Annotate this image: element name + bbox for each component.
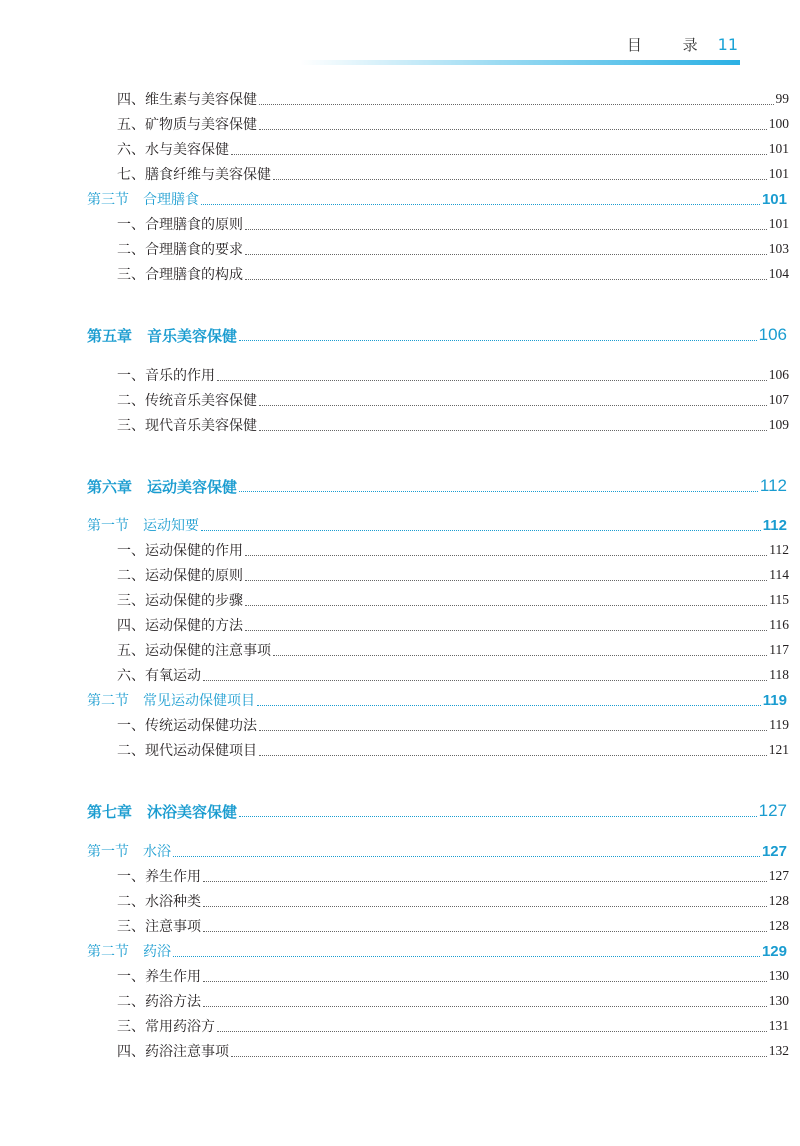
dot-leader — [203, 1006, 767, 1007]
toc-item-label: 二、传统音乐美容保健 — [117, 393, 257, 409]
toc-page-number: 112 — [762, 516, 787, 534]
toc-item-entry — [0, 213, 789, 235]
toc-item-label: 一、运动保健的作用 — [117, 543, 243, 559]
toc-page-number: 107 — [768, 392, 789, 407]
dot-leader — [231, 1056, 767, 1057]
toc-item-entry — [0, 614, 789, 636]
toc-section-entry — [0, 840, 787, 862]
toc-item-entry — [0, 113, 789, 135]
toc-item-label: 一、养生作用 — [117, 969, 201, 985]
toc-item-entry — [0, 589, 789, 611]
toc-item-entry — [0, 1040, 789, 1062]
dot-leader — [203, 881, 767, 882]
toc-item-label: 二、水浴种类 — [117, 894, 201, 910]
toc-section-label: 第一节 运动知要 — [87, 518, 199, 534]
toc-item-entry — [0, 263, 789, 285]
dot-leader — [245, 605, 767, 606]
running-header — [627, 34, 738, 55]
toc-section-entry — [0, 514, 787, 536]
toc-item-label: 一、合理膳食的原则 — [117, 217, 243, 233]
dot-leader — [245, 279, 767, 280]
dot-leader — [203, 981, 767, 982]
dot-leader — [217, 1031, 767, 1032]
toc-section-label: 第二节 药浴 — [87, 944, 171, 960]
toc-page-number: 101 — [768, 216, 789, 231]
header-title: 目 录 — [626, 36, 716, 54]
dot-leader — [239, 816, 757, 817]
toc-page-number: 114 — [769, 567, 789, 582]
toc-item-label: 二、现代运动保健项目 — [117, 743, 257, 759]
dot-leader — [273, 655, 767, 656]
toc-page-number: 112 — [769, 542, 789, 557]
toc-page-number: 128 — [768, 893, 789, 908]
dot-leader — [239, 491, 758, 492]
toc-chapter-entry — [0, 473, 787, 499]
toc-item-label: 一、音乐的作用 — [117, 368, 215, 384]
toc-section-entry — [0, 188, 787, 210]
toc-page-number: 127 — [758, 801, 787, 820]
toc-section-entry — [0, 689, 787, 711]
toc-item-entry — [0, 364, 789, 386]
dot-leader — [203, 906, 767, 907]
toc-item-entry — [0, 539, 789, 561]
header-accent-bar — [300, 60, 740, 65]
toc-item-label: 六、有氧运动 — [117, 668, 201, 684]
toc-item-entry — [0, 414, 789, 436]
toc-page-number: 129 — [761, 942, 787, 960]
dot-leader — [203, 931, 767, 932]
toc-item-label: 二、运动保健的原则 — [117, 568, 243, 584]
dot-leader — [173, 956, 760, 957]
toc-item-entry — [0, 88, 789, 110]
toc-item-label: 四、药浴注意事项 — [117, 1044, 229, 1060]
dot-leader — [245, 555, 767, 556]
toc-chapter-entry — [0, 322, 787, 348]
toc-item-entry — [0, 389, 789, 411]
dot-leader — [245, 254, 767, 255]
dot-leader — [259, 755, 767, 756]
dot-leader — [231, 154, 767, 155]
toc-item-entry — [0, 138, 789, 160]
toc-page-number: 117 — [769, 642, 789, 657]
toc-item-label: 三、注意事项 — [117, 919, 201, 935]
toc-item-label: 三、运动保健的步骤 — [117, 593, 243, 609]
toc-item-label: 三、现代音乐美容保健 — [117, 418, 257, 434]
toc-page-number: 103 — [768, 241, 789, 256]
toc-item-label: 四、运动保健的方法 — [117, 618, 243, 634]
toc-item-entry — [0, 163, 789, 185]
toc-item-entry — [0, 714, 789, 736]
toc-item-label: 一、传统运动保健功法 — [117, 718, 257, 734]
dot-leader — [259, 129, 767, 130]
toc-item-label: 二、药浴方法 — [117, 994, 201, 1010]
toc-page-number: 131 — [768, 1018, 789, 1033]
toc-page-number: 132 — [768, 1043, 789, 1058]
toc-item-label: 五、运动保健的注意事项 — [117, 643, 271, 659]
toc-page-number: 118 — [769, 667, 789, 682]
toc-item-entry — [0, 865, 789, 887]
dot-leader — [257, 705, 761, 706]
dot-leader — [259, 405, 767, 406]
dot-leader — [273, 179, 767, 180]
header-page-number: 11 — [717, 35, 738, 54]
dot-leader — [239, 340, 757, 341]
toc-page-number: 104 — [768, 266, 789, 281]
toc-page-number: 130 — [768, 993, 789, 1008]
dot-leader — [201, 530, 761, 531]
toc-item-entry — [0, 990, 789, 1012]
toc-page-number: 100 — [768, 116, 789, 131]
toc-chapter-label: 第六章 运动美容保健 — [87, 477, 238, 496]
toc-item-label: 五、矿物质与美容保健 — [117, 117, 257, 133]
toc-item-label: 六、水与美容保健 — [117, 142, 229, 158]
dot-leader — [245, 630, 767, 631]
dot-leader — [217, 380, 767, 381]
dot-leader — [259, 430, 767, 431]
toc-page-number: 109 — [768, 417, 789, 432]
dot-leader — [259, 730, 767, 731]
toc-page-number: 112 — [759, 476, 787, 495]
toc-chapter-label: 第五章 音乐美容保健 — [87, 326, 238, 345]
toc-page-number: 101 — [768, 141, 789, 156]
toc-page-number: 121 — [768, 742, 789, 757]
toc-item-label: 七、膳食纤维与美容保健 — [117, 167, 271, 183]
toc-section-label: 第三节 合理膳食 — [87, 192, 199, 208]
toc-section-label: 第二节 常见运动保健项目 — [87, 693, 255, 709]
dot-leader — [203, 680, 767, 681]
toc-page-number: 116 — [769, 617, 789, 632]
toc-item-label: 四、维生素与美容保健 — [117, 92, 257, 108]
toc-page-number: 101 — [768, 166, 789, 181]
toc-item-entry — [0, 915, 789, 937]
toc-item-label: 一、养生作用 — [117, 869, 201, 885]
toc-page-number: 119 — [769, 717, 789, 732]
toc-page-number: 128 — [768, 918, 789, 933]
dot-leader — [173, 856, 760, 857]
toc-item-label: 二、合理膳食的要求 — [117, 242, 243, 258]
toc-page-number: 130 — [768, 968, 789, 983]
toc-item-entry — [0, 564, 789, 586]
dot-leader — [201, 204, 760, 205]
toc-page-number: 127 — [761, 842, 787, 860]
dot-leader — [245, 580, 767, 581]
toc-item-entry — [0, 664, 789, 686]
toc-page-number: 119 — [762, 691, 787, 709]
toc-item-entry — [0, 890, 789, 912]
toc-item-entry — [0, 238, 789, 260]
toc-item-entry — [0, 739, 789, 761]
dot-leader — [245, 229, 767, 230]
toc-item-entry — [0, 965, 789, 987]
toc-chapter-entry — [0, 798, 787, 824]
toc-page-number: 101 — [761, 190, 787, 208]
toc-page-number: 115 — [769, 592, 789, 607]
toc-item-label: 三、合理膳食的构成 — [117, 267, 243, 283]
toc-item-label: 三、常用药浴方 — [117, 1019, 215, 1035]
toc-page-number: 106 — [758, 325, 787, 344]
toc-item-entry — [0, 1015, 789, 1037]
toc-item-entry — [0, 639, 789, 661]
toc-section-entry — [0, 940, 787, 962]
toc-page-number: 99 — [775, 91, 789, 106]
toc-page-number: 106 — [768, 367, 789, 382]
toc-chapter-label: 第七章 沐浴美容保健 — [87, 802, 238, 821]
dot-leader — [259, 104, 774, 105]
toc-section-label: 第一节 水浴 — [87, 844, 171, 860]
toc-page-number: 127 — [768, 868, 789, 883]
